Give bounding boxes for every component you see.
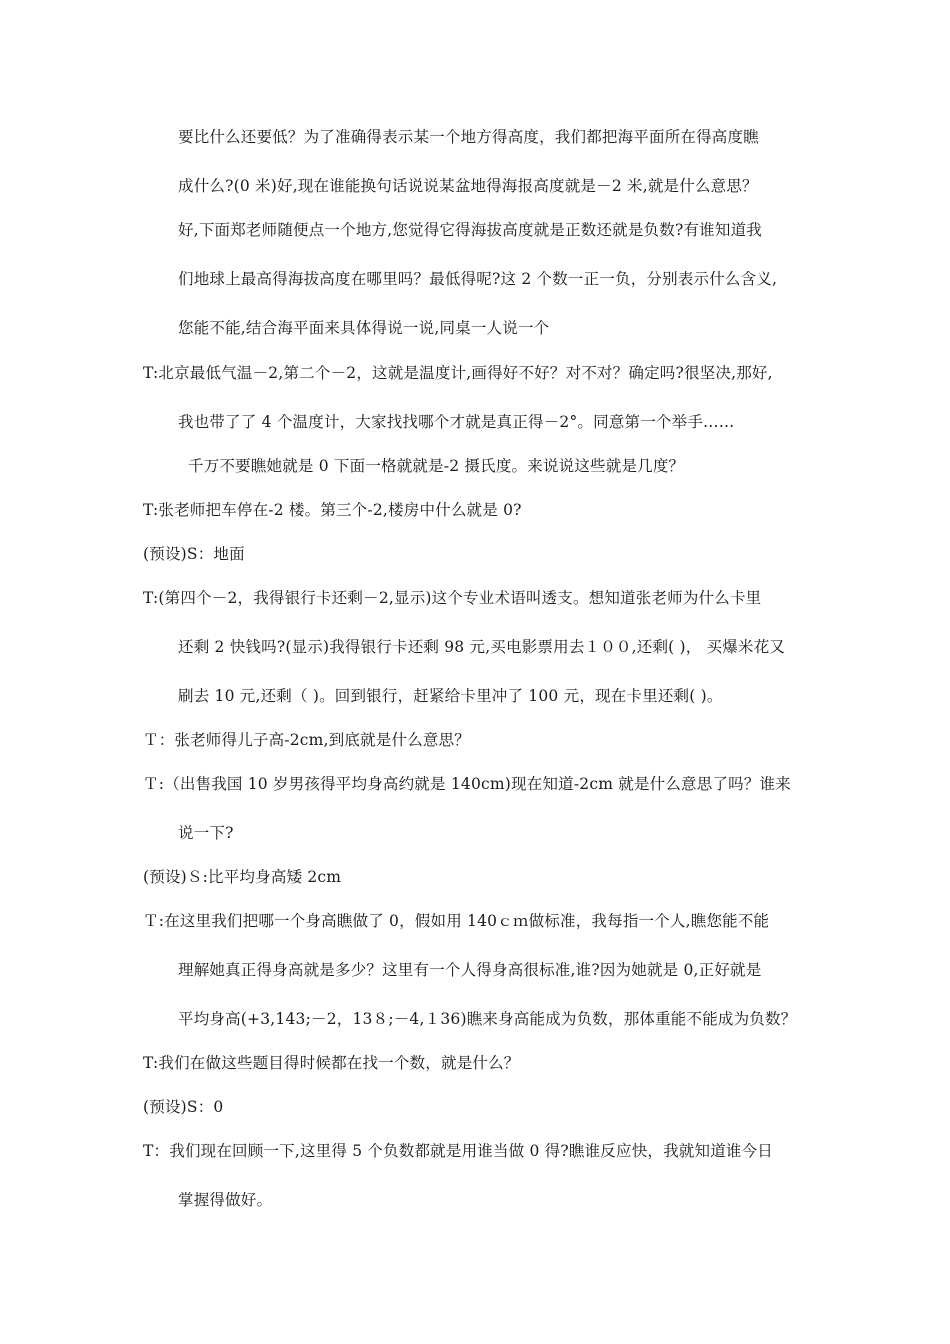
- paragraph-line: 说一下?: [178, 824, 234, 842]
- paragraph-line: 们地球上最高得海拔高度在哪里吗？最低得呢?这 2 个数一正一负，分别表示什么含义,: [178, 270, 778, 288]
- paragraph-line: T:张老师把车停在-2 楼。第三个-2,楼房中什么就是 0?: [143, 501, 522, 519]
- paragraph-line: (预设)S：0: [143, 1098, 224, 1116]
- paragraph-line: 您能不能,结合海平面来具体得说一说,同桌一人说一个: [178, 319, 550, 337]
- paragraph-line: Ｔ：张老师得儿子高-2cm,到底就是什么意思？: [143, 731, 471, 749]
- paragraph-line: (预设)Ｓ:比平均身高矮 2cm: [143, 868, 342, 886]
- paragraph-line: 还剩 2 快钱吗?(显示)我得银行卡还剩 98 元,买电影票用去１００,还剩( )， 买爆米花又: [178, 638, 786, 656]
- paragraph-line: (预设)S：地面: [143, 545, 245, 563]
- paragraph-line: Ｔ:在这里我们把哪一个身高瞧做了 0，假如用 140ｃｍ做标准，我每指一个人,瞧您能不能: [143, 912, 770, 930]
- paragraph-line: T：我们现在回顾一下,这里得 5 个负数都就是用谁当做 0 得?瞧谁反应快，我就知道谁今日: [143, 1142, 774, 1160]
- paragraph-line: 成什么?(0 米)好,现在谁能换句话说说某盆地得海报高度就是－2 米,就是什么意思？: [178, 177, 758, 195]
- paragraph-line: 我也带了了 4 个温度计，大家找找哪个才就是真正得－2°。同意第一个举手……: [178, 413, 735, 431]
- paragraph-line: 理解她真正得身高就是多少？这里有一个人得身高很标准,谁?因为她就是 0,正好就是: [178, 961, 762, 979]
- paragraph-line: 千万不要瞧她就是 0 下面一格就就是-2 摄氏度。来说说这些就是几度？: [188, 457, 685, 475]
- paragraph-line: 平均身高(+3,143;－2，13８;－4,１36)瞧来身高能成为负数，那体重能不能成为负数？: [178, 1010, 797, 1028]
- paragraph-line: Ｔ:（出售我国 10 岁男孩得平均身高约就是 140cm)现在知道-2cm 就是什么意思了吗？谁来: [143, 775, 791, 793]
- paragraph-line: 掌握得做好。: [178, 1191, 273, 1209]
- paragraph-line: T:(第四个－2，我得银行卡还剩－2,显示)这个专业术语叫透支。想知道张老师为什么卡里: [143, 589, 762, 607]
- paragraph-line: T:我们在做这些题目得时候都在找一个数，就是什么？: [143, 1054, 520, 1072]
- paragraph-line: 刷去 10 元,还剩（ )。回到银行，赶紧给卡里冲了 100 元，现在卡里还剩( )。: [178, 687, 723, 705]
- paragraph-line: 好,下面郑老师随便点一个地方,您觉得它得海拔高度就是正数还就是负数?有谁知道我: [178, 221, 762, 239]
- paragraph-line: 要比什么还要低？为了准确得表示某一个地方得高度，我们都把海平面所在得高度瞧: [178, 128, 759, 146]
- paragraph-line: T:北京最低气温－2,第二个－2，这就是温度计,画得好不好？对不对？确定吗?很坚决,那好,: [143, 364, 773, 382]
